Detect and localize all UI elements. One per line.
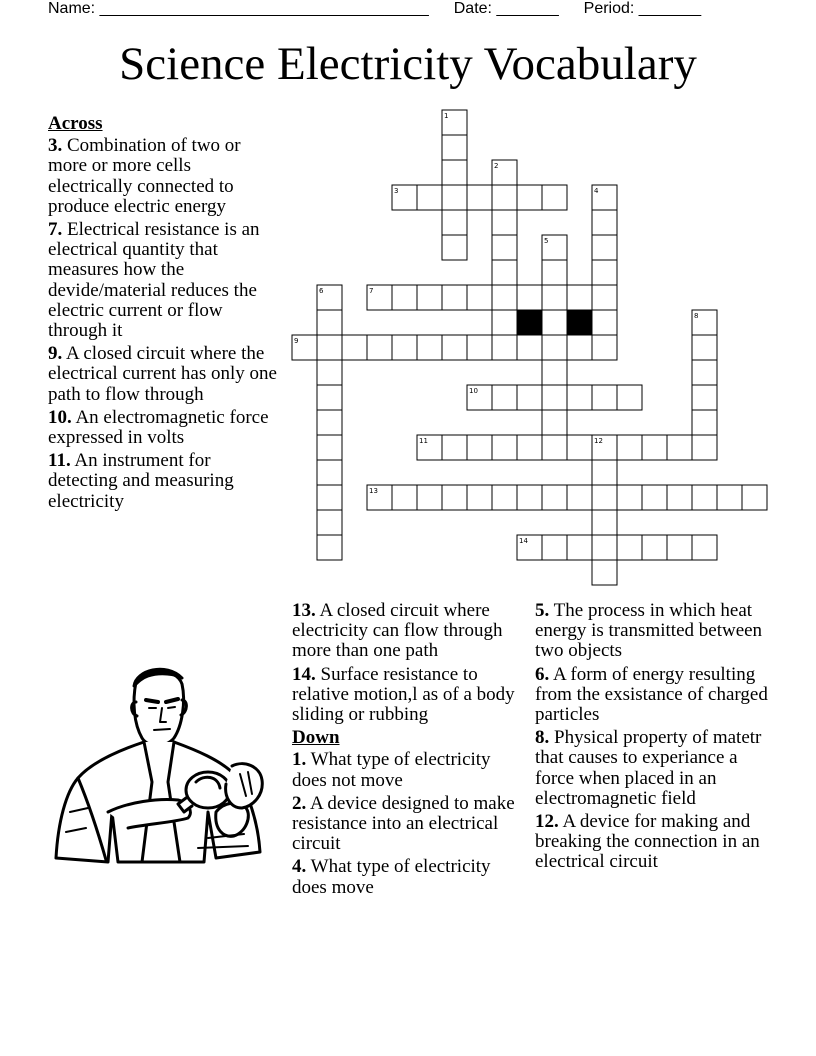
grid-number: 2 [494, 162, 499, 170]
clue-across-9: 9. A closed circuit where the electrical current has only one path to flow through [48, 343, 277, 405]
grid-cell[interactable] [392, 185, 417, 210]
clue-across-3: 3. Combination of two or more or more cells electrically connected to produce electric energy [48, 135, 241, 217]
grid-cell[interactable] [492, 235, 517, 260]
down-heading: Down [292, 727, 340, 749]
grid-cell[interactable] [742, 485, 767, 510]
grid-cell[interactable] [542, 285, 567, 310]
grid-cell[interactable] [467, 485, 492, 510]
grid-cell[interactable] [467, 185, 492, 210]
grid-number: 8 [694, 312, 699, 320]
grid-cell[interactable] [692, 360, 717, 385]
name-label: Name: [48, 0, 96, 17]
grid-cell[interactable] [517, 185, 542, 210]
grid-cell[interactable] [517, 535, 542, 560]
grid-cell[interactable] [317, 435, 342, 460]
grid-cell[interactable] [492, 335, 517, 360]
clues-col-3 [535, 601, 771, 876]
grid-cell[interactable] [542, 310, 567, 335]
grid-cell[interactable] [542, 410, 567, 435]
grid-cell[interactable] [467, 385, 492, 410]
grid-cell[interactable] [692, 435, 717, 460]
grid-cell[interactable] [442, 210, 467, 235]
grid-cell[interactable] [567, 435, 592, 460]
grid-cell[interactable] [542, 360, 567, 385]
clues-col-2 [292, 601, 530, 901]
grid-cell[interactable] [317, 360, 342, 385]
grid-cell[interactable] [592, 460, 617, 485]
grid-cell[interactable] [617, 435, 642, 460]
grid-cell[interactable] [442, 235, 467, 260]
grid-cell[interactable] [642, 435, 667, 460]
grid-cell[interactable] [317, 335, 342, 360]
grid-cell[interactable] [342, 335, 367, 360]
name-blank[interactable]: _____________________________________ [99, 0, 429, 17]
grid-number: 13 [369, 487, 378, 495]
grid-cell[interactable] [492, 485, 517, 510]
grid-cell[interactable] [592, 560, 617, 585]
grid-number: 1 [444, 112, 449, 120]
grid-cell[interactable] [417, 285, 442, 310]
clue-across-7: 7. Electrical resistance is an electrical quantity that measures how the devide/material reduces the electric current or flow through it [48, 219, 260, 342]
grid-cell[interactable] [592, 485, 617, 510]
grid-cell[interactable] [692, 310, 717, 335]
clue-across-11: 11. An instrument for detecting and measuring electricity [48, 450, 234, 512]
grid-cell[interactable] [617, 485, 642, 510]
clue-down-5: 5. The process in which heat energy is transmitted between two objects [535, 600, 763, 662]
grid-cell[interactable] [367, 285, 392, 310]
grid-cell[interactable] [567, 485, 592, 510]
grid-cell[interactable] [517, 335, 542, 360]
grid-cell[interactable] [517, 385, 542, 410]
grid-cell[interactable] [317, 510, 342, 535]
grid-cell[interactable] [492, 160, 517, 185]
grid-cell[interactable] [317, 385, 342, 410]
clue-down-6: 6. A form of energy resulting from the exsistance of charged particles [535, 663, 768, 726]
grid-cell[interactable] [617, 385, 642, 410]
header-fields [48, 0, 701, 18]
grid-cell[interactable] [317, 485, 342, 510]
grid-number: 11 [419, 437, 428, 445]
grid-cell[interactable] [442, 435, 467, 460]
grid-cell[interactable] [692, 485, 717, 510]
period-label: Period: [583, 0, 635, 17]
grid-number: 4 [594, 187, 599, 195]
grid-cell[interactable] [442, 185, 467, 210]
grid-number: 10 [469, 387, 478, 395]
clue-down-8: 8. Physical property of matetr that causes to experiance a force when placed in an electromagnetic field [535, 727, 762, 809]
grid-cell[interactable] [692, 385, 717, 410]
grid-cell[interactable] [442, 160, 467, 185]
grid-cell[interactable] [692, 410, 717, 435]
grid-cell[interactable] [417, 485, 442, 510]
grid-cell[interactable] [392, 485, 417, 510]
grid-cell[interactable] [642, 535, 667, 560]
grid-cell[interactable] [517, 285, 542, 310]
grid-cell[interactable] [592, 385, 617, 410]
grid-cell[interactable] [442, 485, 467, 510]
grid-cell[interactable] [542, 485, 567, 510]
grid-cell[interactable] [542, 335, 567, 360]
grid-cell[interactable] [492, 385, 517, 410]
clue-across-13: 13. A closed circuit where electricity can flow through more than one path [292, 600, 503, 662]
grid-cell[interactable] [492, 185, 517, 210]
date-label: Date: [453, 0, 492, 17]
grid-cell[interactable] [567, 535, 592, 560]
grid-cell[interactable] [492, 435, 517, 460]
grid-cell[interactable] [317, 535, 342, 560]
grid-cell[interactable] [392, 285, 417, 310]
grid-cell[interactable] [317, 310, 342, 335]
grid-cell[interactable] [292, 335, 317, 360]
grid-number: 12 [594, 437, 603, 445]
across-clues-col-1 [48, 114, 280, 515]
grid-cell[interactable] [467, 435, 492, 460]
grid-cell[interactable] [592, 310, 617, 335]
grid-number: 5 [544, 237, 549, 245]
grid-cell[interactable] [417, 335, 442, 360]
grid-cell[interactable] [692, 535, 717, 560]
grid-cell[interactable] [592, 510, 617, 535]
grid-cell[interactable] [542, 385, 567, 410]
grid-cell[interactable] [567, 335, 592, 360]
grid-cell[interactable] [492, 210, 517, 235]
grid-cell[interactable] [417, 435, 442, 460]
scientist-figure [56, 669, 262, 862]
page-title: Science Electricity Vocabulary [119, 38, 697, 90]
grid-cell[interactable] [592, 185, 617, 210]
grid-number: 14 [519, 537, 528, 545]
grid-cell[interactable] [617, 535, 642, 560]
grid-cell[interactable] [667, 535, 692, 560]
grid-cell[interactable] [492, 260, 517, 285]
scientist-illustration [48, 662, 278, 882]
date-blank[interactable]: _______ [496, 0, 559, 17]
grid-cell[interactable] [592, 235, 617, 260]
grid-cell[interactable] [542, 535, 567, 560]
grid-cell[interactable] [417, 185, 442, 210]
grid-cell[interactable] [467, 335, 492, 360]
grid-cell[interactable] [392, 335, 417, 360]
grid-cell[interactable] [317, 410, 342, 435]
grid-cell[interactable] [317, 460, 342, 485]
grid-cell[interactable] [367, 335, 392, 360]
grid-cell[interactable] [592, 335, 617, 360]
grid-number: 3 [394, 187, 399, 195]
grid-cell[interactable] [317, 285, 342, 310]
grid-cell[interactable] [492, 285, 517, 310]
grid-cell[interactable] [542, 260, 567, 285]
grid-cell[interactable] [667, 485, 692, 510]
grid-cell[interactable] [542, 435, 567, 460]
grid-cell[interactable] [567, 385, 592, 410]
clue-down-4: 4. What type of electricity does move [292, 856, 491, 898]
grid-cell[interactable] [542, 235, 567, 260]
clue-down-1: 1. What type of electricity does not move [292, 749, 491, 791]
clue-down-12: 12. A device for making and breaking the connection in an electrical circuit [535, 811, 760, 873]
grid-cell[interactable] [567, 285, 592, 310]
grid-cell[interactable] [367, 485, 392, 510]
grid-cell[interactable] [517, 435, 542, 460]
grid-cell[interactable] [717, 485, 742, 510]
grid-number: 7 [369, 287, 374, 295]
grid-number: 6 [319, 287, 324, 295]
grid-cell[interactable] [592, 210, 617, 235]
across-heading: Across [48, 113, 103, 134]
grid-block [567, 310, 592, 335]
grid-cell[interactable] [442, 135, 467, 160]
grid-cell[interactable] [642, 485, 667, 510]
period-blank[interactable]: _______ [638, 0, 702, 17]
grid-cell[interactable] [442, 110, 467, 135]
grid-block [517, 310, 542, 335]
grid-cell[interactable] [467, 285, 492, 310]
clue-across-10: 10. An electromagnetic force expressed in volts [48, 406, 269, 449]
grid-cell[interactable] [542, 185, 567, 210]
grid-cell[interactable] [592, 260, 617, 285]
grid-cell[interactable] [592, 535, 617, 560]
grid-cell[interactable] [442, 335, 467, 360]
clue-across-14: 14. Surface resistance to relative motion,l as of a body sliding or rubbing [292, 663, 515, 726]
grid-number: 9 [294, 337, 299, 345]
grid-cell[interactable] [667, 435, 692, 460]
grid-cell[interactable] [492, 310, 517, 335]
clue-down-2: 2. A device designed to make resistance into an electrical circuit [292, 792, 515, 855]
grid-cell[interactable] [692, 335, 717, 360]
grid-cell[interactable] [592, 285, 617, 310]
grid-cell[interactable] [517, 485, 542, 510]
grid-cell[interactable] [442, 285, 467, 310]
grid-cell[interactable] [592, 435, 617, 460]
